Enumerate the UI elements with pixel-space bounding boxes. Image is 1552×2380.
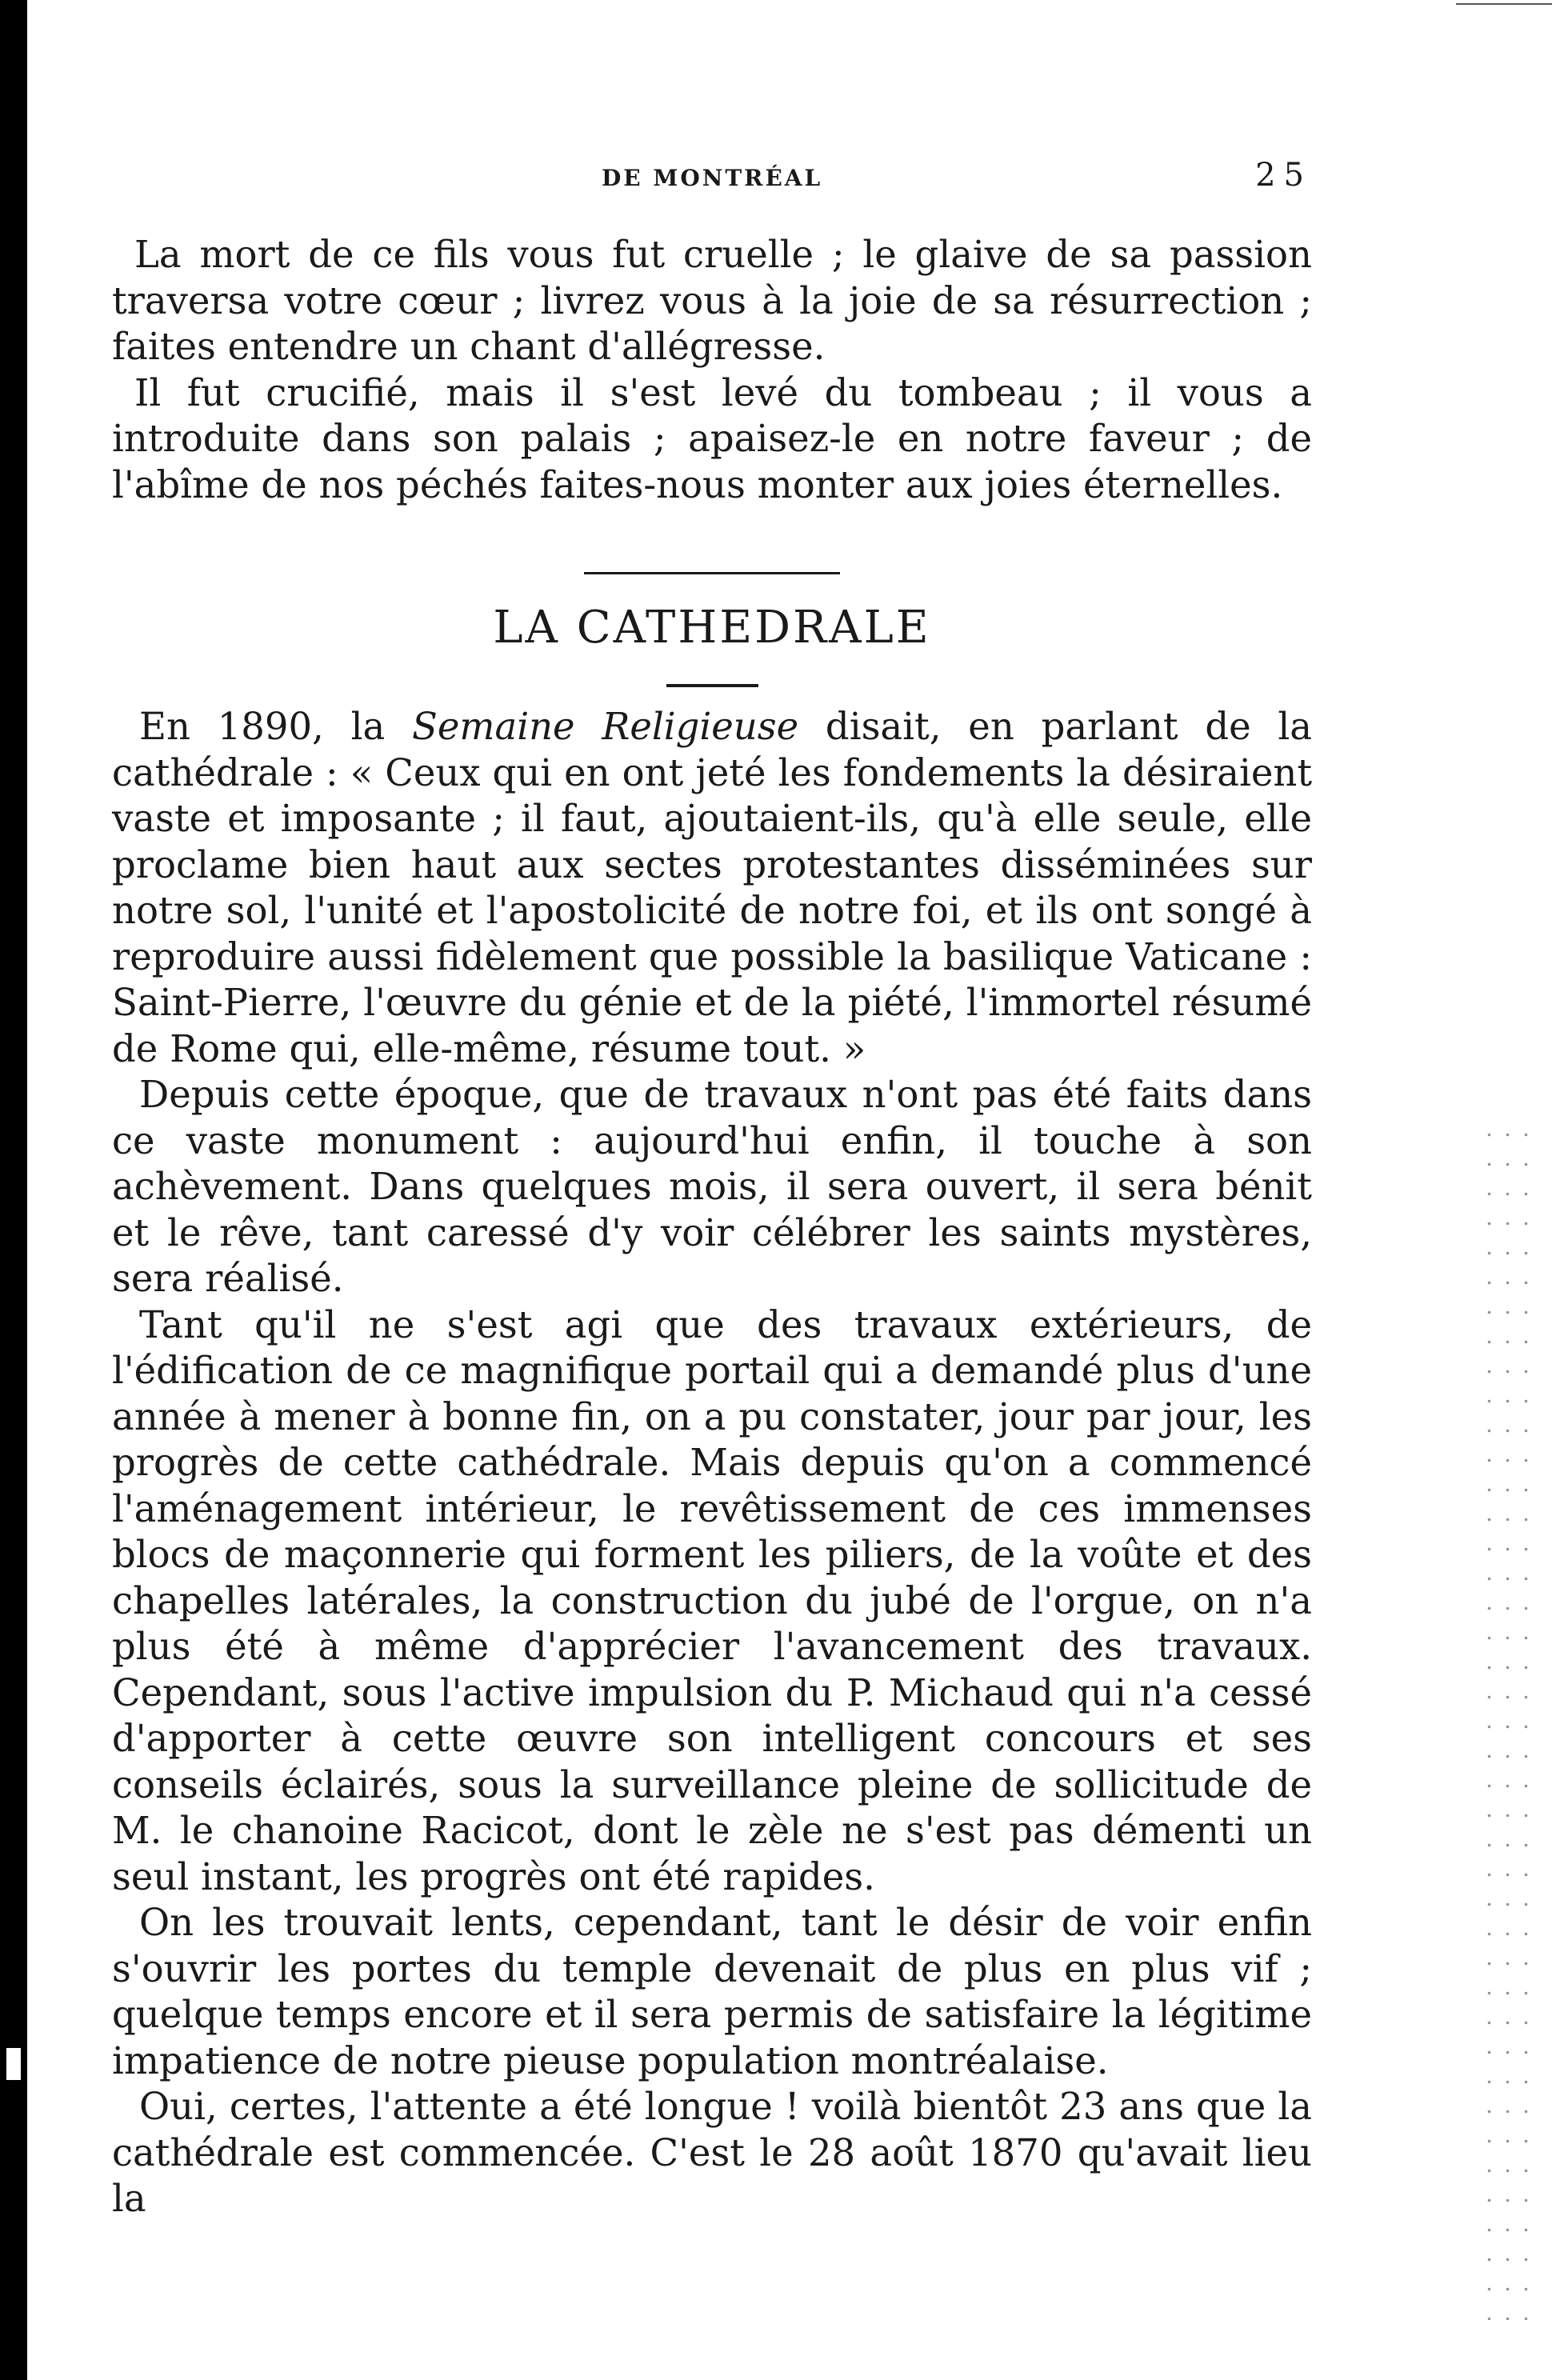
article-paragraph: Tant qu'il ne s'est agi que des travaux extérieurs, de l'édification de ce magnifique portail qui a demandé plus d'une année à mener à bonne fin, on a pu constater, jour par jour, les progrès de cette cathédrale. Mais depuis qu'on a commencé l'aménagement intérieur, le revêtissement de ces immenses blocs de maçonnerie qui forment les piliers, de la voûte et des chapelles latérales, la construction du jubé de l'orgue, on n'a plus été à même d'apprécier l'avancement des travaux. Cependant, sous l'active impulsion du P. Michaud qui n'a cessé d'apporter à cette œuvre son intelligent concours et ses conseils éclairés, sous la surveillance pleine de sollicitude de M. le chanoine Racicot, dont le zèle ne s'est pas démenti un seul instant, les progrès ont été rapides. [112, 1302, 1312, 1898]
intro-text: En 1890, la [139, 705, 413, 748]
article-body [112, 704, 1312, 2222]
section-divider-rule [584, 572, 840, 574]
prayer-text [112, 232, 1312, 508]
prayer-paragraph: Il fut crucifié, mais il s'est levé du tombeau ; il vous a introduite dans son palais ; apaisez-le en notre faveur ; de l'abîme de nos péchés faites-nous monter aux joies éternelles. [112, 370, 1312, 506]
prayer-paragraph: La mort de ce fils vous fut cruelle ; le glaive de sa passion traversa votre cœur ; livrez vous à la joie de sa résurrection ; faites entendre un chant d'allégresse. [112, 233, 1312, 368]
article-paragraph: Oui, certes, l'attente a été longue ! voilà bientôt 23 ans que la cathédrale est commencée. C'est le 28 août 1870 qu'avait lieu la [112, 2085, 1312, 2220]
intro-quote: disait, en parlant de la cathédrale : « Ceux qui en ont jeté les fondements la désiraient vaste et imposante ; il faut, ajoutaient-ils, qu'à elle seule, elle proclame bien haut aux sectes protestantes disséminées sur notre sol, l'unité et l'apostolicité de notre foi, et ils ont songé à reproduire aussi fidèlement que possible la basilique Vaticane : Saint-Pierre, l'œuvre du génie et de la piété, l'immortel résumé de Rome qui, elle-même, résume tout. » [112, 705, 1312, 1070]
section-heading: LA CATHEDRALE [493, 602, 931, 654]
running-head [112, 157, 1312, 197]
article-paragraph: On les trouvait lents, cependant, tant le désir de voir enfin s'ouvrir les portes du temple devenait de plus en plus vif ; quelque temps encore et il sera permis de satisfaire la légitime impatience de notre pieuse population montréalaise. [112, 1901, 1312, 2082]
scan-top-rule [1456, 3, 1552, 5]
article-paragraph: Depuis cette époque, que de travaux n'ont pas été faits dans ce vaste monument : aujourd'hui enfin, il touche à son achèvement. Dans quelques mois, il sera ouvert, il sera bénit et le rêve, tant caressé d'y voir célébrer les saints mystères, sera réalisé. [112, 1073, 1312, 1300]
scan-speckle-noise [1480, 1120, 1528, 2320]
scan-edge-gap [6, 2048, 21, 2080]
scan-edge-shadow [0, 0, 27, 2380]
page-number: 25 [1255, 157, 1312, 194]
heading-underline-rule [666, 684, 758, 687]
publication-title: Semaine Religieuse [412, 705, 799, 748]
running-title: DE MONTRÉAL [602, 165, 823, 191]
article-paragraph [112, 704, 1312, 1072]
